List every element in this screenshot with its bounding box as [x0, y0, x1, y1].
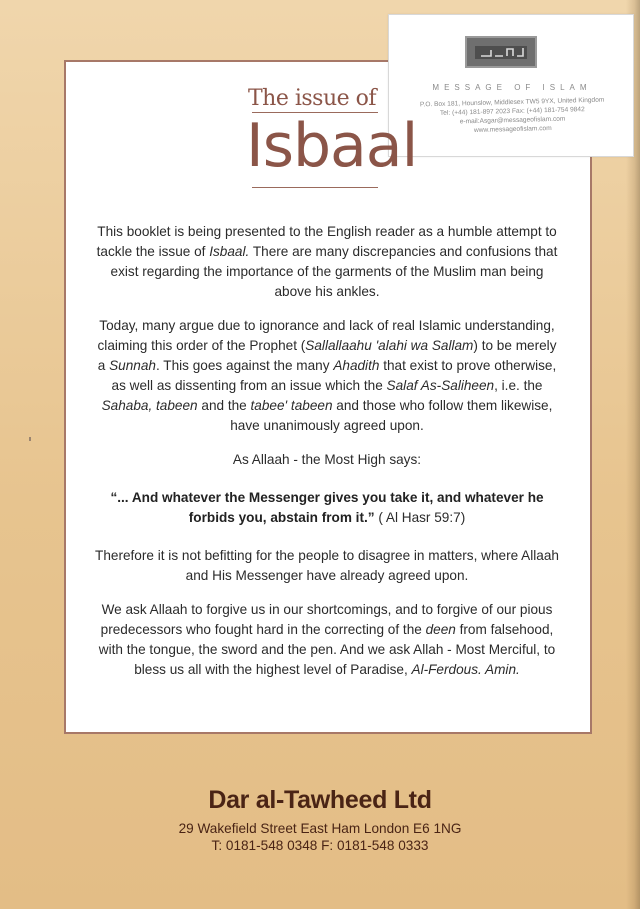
margin-mark: [29, 437, 31, 441]
publisher-phone: T: 0181-548 0348 F: 0181-548 0333: [211, 838, 429, 853]
quote-reference: ( Al Hasr 59:7): [374, 510, 466, 525]
sticker-contact: [389, 95, 636, 137]
quran-quote: [92, 488, 562, 528]
paragraph-2: Today, many argue due to ignorance and lack of real Islamic understanding, claiming this order of the Prophet (Sallallaahu 'alahi wa Sallam) to be merely a Sunnah. This goes against the many Ahadith that exist to prove otherwise, as well as dissenting from an issue which the Salaf As-Saliheen, i.e. the Sahaba, tabeen and the tabee' tabeen and those who follow them likewise, have unanimously agreed upon.: [97, 318, 557, 433]
quote-text: “... And whatever the Messenger gives you take it, and whatever he forbids you, abstain from it.”: [110, 490, 544, 525]
sticker-website: www.messageofislam.com: [473, 124, 552, 135]
sticker-phone: Tel: (+44) 181-897 2023 Fax: (+44) 181-754 9842: [439, 106, 585, 117]
paragraph-3: As Allaah - the Most High says:: [232, 452, 422, 467]
paragraph-5: We ask Allaah to forgive us in our shortcomings, and to forgive of our pious predecessors who fought hard in the correcting of the deen from falsehood, with the tongue, the sword and the pen. And we ask Allah - Most Merciful, to bless us all with the highest level of Paradise, Al-Ferdous. Amin.: [98, 602, 556, 677]
message-of-islam-logo-icon: [465, 36, 537, 68]
publisher-address: 29 Wakefield Street East Ham London E6 1NG: [178, 821, 462, 836]
paragraph-1: This booklet is being presented to the English reader as a humble attempt to tackle the issue of Isbaal. There are many discrepancies and confusions that exist regarding the importance of the garments of the Muslim man being above his ankles.: [96, 224, 558, 299]
body-text: [92, 222, 562, 694]
sticker-email: e-mail:Asgar@messageofislam.com: [459, 115, 566, 126]
sticker-address: P.O. Box 181, Hounslow, Middlesex TW5 9YX, United Kingdom: [419, 96, 605, 109]
title-rule-bottom: [252, 187, 378, 188]
title-line-1: The issue of: [248, 86, 377, 111]
sticker-brand: MESSAGE OF ISLAM: [432, 83, 592, 92]
distributor-sticker: [388, 14, 634, 157]
title-line-2: Isbaal: [246, 111, 418, 181]
publisher-name: Dar al-Tawheed Ltd: [208, 786, 432, 814]
paragraph-4: Therefore it is not befitting for the people to disagree in matters, where Allaah and His Messenger have already agreed upon.: [95, 548, 559, 583]
